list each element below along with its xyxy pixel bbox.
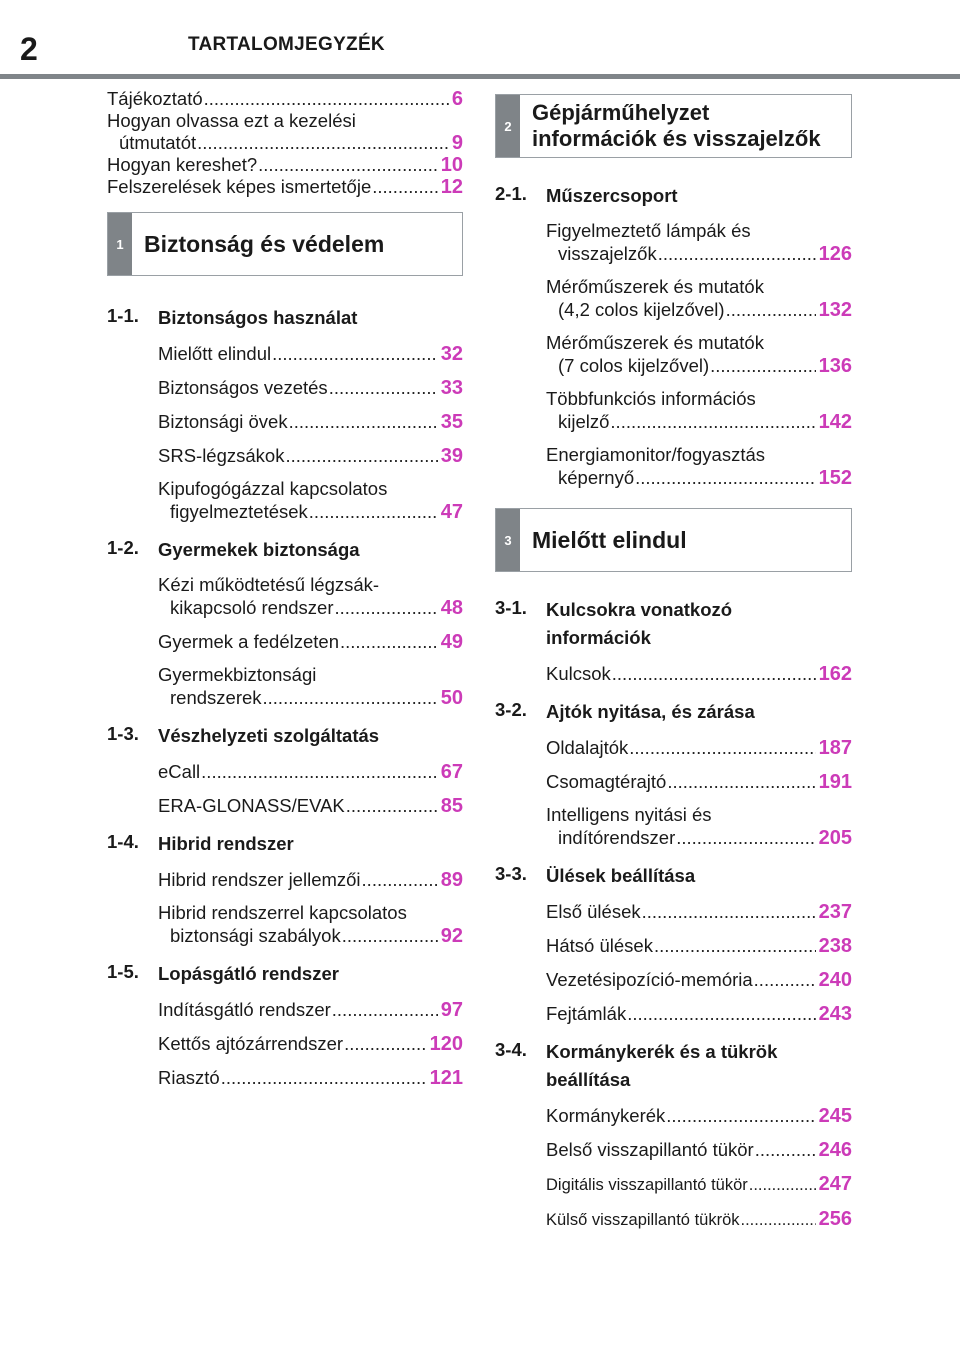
subsection-heading (495, 862, 852, 890)
toc-entry[interactable] (546, 1138, 852, 1162)
entry-title: Fejtámlák (546, 1003, 627, 1024)
entry-row (546, 410, 852, 434)
page-number-link[interactable]: 47 (440, 501, 463, 523)
page-number-link[interactable]: 49 (440, 631, 463, 653)
dot-leader (332, 998, 438, 1022)
entry-title: Külső visszapillantó tükrök (546, 1211, 740, 1229)
dot-leader (627, 1002, 815, 1026)
section-3-box[interactable] (495, 508, 852, 572)
subsection-title-line: Műszercsoport (546, 185, 678, 206)
entry-row (546, 968, 852, 992)
dot-leader (221, 1066, 427, 1090)
page-number-link[interactable]: 120 (429, 1033, 463, 1055)
page-number: 2 (20, 31, 38, 67)
subsection-title-line: Kormánykerék és a tükrök (546, 1041, 778, 1062)
entry-title-line: Hogyan olvassa ezt a kezelési (107, 110, 356, 131)
toc-entry[interactable] (546, 804, 852, 850)
subsection-heading (107, 536, 463, 564)
page-number-link[interactable]: 12 (440, 176, 463, 198)
entry-title-line: Mérőműszerek és mutatók (546, 276, 764, 297)
dot-leader (372, 176, 438, 198)
toc-entry[interactable] (546, 332, 852, 378)
dot-leader (197, 132, 449, 154)
dot-leader (710, 354, 815, 378)
page-number-link[interactable]: 152 (818, 467, 852, 489)
page-number-link[interactable]: 191 (818, 771, 852, 793)
toc-entry[interactable] (158, 574, 463, 620)
subsection-title (546, 1038, 777, 1094)
subsection-code: 1-4. (107, 831, 139, 852)
entry-title: visszajelzők (558, 243, 657, 264)
toc-left-column (107, 88, 463, 1102)
subsection-code: 3-4. (495, 1039, 527, 1060)
subsection-code: 1-3. (107, 723, 139, 744)
entry-title-line: Gyermekbiztonsági (158, 664, 317, 685)
entry-title: indítórendszer (558, 827, 676, 848)
entry-title: útmutatót (119, 132, 197, 153)
dot-leader (346, 794, 438, 818)
entry-title: eCall (158, 761, 201, 782)
page-number-link[interactable]: 132 (818, 299, 852, 321)
dot-leader (342, 924, 438, 948)
entry-title: Belső visszapillantó tükör (546, 1139, 754, 1160)
entry-title: Riasztó (158, 1067, 220, 1088)
page-number-link[interactable]: 10 (440, 154, 463, 176)
subsection-title-line: Lopásgátló rendszer (158, 963, 339, 984)
page-number-link[interactable]: 245 (818, 1105, 852, 1127)
page-number-link[interactable]: 243 (818, 1003, 852, 1025)
subsection-code: 1-5. (107, 961, 139, 982)
dot-leader (612, 662, 816, 686)
dot-leader (667, 770, 815, 794)
entry-title: Hogyan kereshet? (107, 154, 258, 175)
entry-title: Kulcsok (546, 663, 611, 684)
entry-title: SRS-légzsákok (158, 445, 285, 466)
entry-title: Csomagtérajtó (546, 771, 667, 792)
entry-title: Tájékoztató (107, 88, 203, 109)
toc-entry[interactable] (546, 220, 852, 266)
subsection-title (546, 698, 755, 726)
entry-row (158, 1032, 463, 1056)
toc-entry[interactable] (546, 934, 852, 958)
entry-title: (7 colos kijelzővel) (558, 355, 710, 376)
subsection-title-line: Hibrid rendszer (158, 833, 294, 854)
subsection-code: 1-2. (107, 537, 139, 558)
dot-leader (635, 466, 816, 490)
page-number-link[interactable]: 50 (440, 687, 463, 709)
page-number-link[interactable]: 237 (818, 901, 852, 923)
subsection-title (158, 536, 360, 564)
entry-title: rendszerek (170, 687, 262, 708)
entry-row (546, 242, 852, 266)
subsection-code: 2-1. (495, 183, 527, 204)
dot-leader (749, 1173, 816, 1197)
entry-row (107, 154, 463, 176)
entry-row (546, 934, 852, 958)
page-number-link[interactable]: 89 (440, 869, 463, 891)
section-title (520, 95, 821, 157)
section-title: Biztonság és védelem (144, 230, 385, 257)
subsection-title-line: Vészhelyzeti szolgáltatás (158, 725, 380, 746)
toc-entry[interactable] (546, 388, 852, 434)
dot-leader (726, 298, 816, 322)
dot-leader (204, 88, 449, 110)
entry-title-line: Kipufogógázzal kapcsolatos (158, 478, 388, 499)
entry-title-line: Figyelmeztető lámpák és (546, 220, 751, 241)
toc-right-column (495, 94, 852, 1244)
entry-title: Kettős ajtózárrendszer (158, 1033, 344, 1054)
dot-leader (335, 596, 438, 620)
entry-title: biztonsági szabályok (170, 925, 341, 946)
subsection-heading (495, 698, 852, 726)
toc-entry[interactable] (107, 154, 463, 176)
entry-title: Kormánykerék (546, 1105, 666, 1126)
dot-leader (285, 444, 437, 468)
subsection-title-line: beállítása (546, 1069, 631, 1090)
entry-row (158, 376, 463, 400)
page-number-link[interactable]: 48 (440, 597, 463, 619)
entry-row (158, 1066, 463, 1090)
subsection-heading (107, 830, 463, 858)
entry-row (158, 760, 463, 784)
subsection-heading (495, 596, 852, 652)
entry-row (107, 88, 463, 110)
section-title-line: Gépjárműhelyzet (532, 100, 710, 125)
toc-entry[interactable] (158, 376, 463, 400)
page-number-link[interactable]: 6 (451, 88, 463, 110)
toc-entry[interactable] (158, 868, 463, 892)
toc-entry[interactable] (546, 1172, 852, 1197)
entry-row (158, 998, 463, 1022)
entry-title: Vezetésipozíció-memória (546, 969, 753, 990)
section-title: Mielőtt elindul (532, 526, 687, 553)
subsection-title (158, 960, 339, 988)
entry-title: kijelző (558, 411, 610, 432)
section-title-line: információk és visszajelzők (532, 126, 821, 151)
header-divider (0, 74, 960, 79)
section-number: 3 (496, 509, 520, 571)
page-number-link[interactable]: 162 (818, 663, 852, 685)
page-number-link[interactable]: 240 (818, 969, 852, 991)
page-number-link[interactable]: 92 (440, 925, 463, 947)
toc-entry[interactable] (107, 176, 463, 198)
entry-title: Biztonsági övek (158, 411, 288, 432)
page-number-link[interactable]: 246 (818, 1139, 852, 1161)
dot-leader (309, 500, 438, 524)
subsection-code: 1-1. (107, 305, 139, 326)
page-title: TARTALOMJEGYZÉK (188, 34, 385, 55)
entry-row (546, 354, 852, 378)
section-2-entries (495, 182, 852, 490)
entry-title: figyelmeztetések (170, 501, 308, 522)
entry-title-line: Többfunkciós információs (546, 388, 756, 409)
entry-row (158, 444, 463, 468)
dot-leader (676, 826, 815, 850)
toc-entry[interactable] (546, 900, 852, 924)
toc-entry[interactable] (546, 770, 852, 794)
dot-leader (344, 1032, 427, 1056)
subsection-code: 3-2. (495, 699, 527, 720)
section-1-entries (107, 304, 463, 1102)
entry-row (546, 770, 852, 794)
toc-entry[interactable] (546, 276, 852, 322)
dot-leader (263, 686, 438, 710)
entry-title: Indításgátló rendszer (158, 999, 331, 1020)
entry-title: Oldalajtók (546, 737, 629, 758)
entry-title-line: Mérőműszerek és mutatók (546, 332, 764, 353)
entry-title: Mielőtt elindul (158, 343, 272, 364)
subsection-title-line: Gyermekek biztonsága (158, 539, 360, 560)
subsection-title-line: Kulcsokra vonatkozó (546, 599, 733, 620)
subsection-title (546, 862, 695, 890)
subsection-code: 3-3. (495, 863, 527, 884)
entry-title-line: Hibrid rendszerrel kapcsolatos (158, 902, 407, 923)
page-number-link[interactable]: 67 (440, 761, 463, 783)
entry-title: Hátsó ülések (546, 935, 653, 956)
toc-entry[interactable] (546, 1207, 852, 1232)
dot-leader (201, 760, 438, 784)
page-number-link[interactable]: 256 (818, 1208, 852, 1230)
page-number-link[interactable]: 35 (440, 411, 463, 433)
intro-list (107, 88, 463, 198)
page-number-link[interactable]: 85 (440, 795, 463, 817)
toc-entry[interactable] (158, 794, 463, 818)
dot-leader (654, 934, 816, 958)
section-2-box[interactable] (495, 94, 852, 158)
entry-title: kikapcsoló rendszer (170, 597, 334, 618)
dot-leader (610, 410, 815, 434)
entry-row (158, 500, 463, 524)
toc-entry[interactable] (158, 444, 463, 468)
toc-entry[interactable] (546, 1104, 852, 1128)
dot-leader (362, 868, 438, 892)
entry-row (546, 1172, 852, 1197)
dot-leader (340, 630, 438, 654)
toc-entry[interactable] (158, 1032, 463, 1056)
page-number-link[interactable]: 247 (818, 1173, 852, 1195)
entry-title-line: Intelligens nyitási és (546, 804, 712, 825)
page-number-link[interactable]: 33 (440, 377, 463, 399)
entry-title-line: Energiamonitor/fogyasztás (546, 444, 766, 465)
subsection-title (546, 182, 678, 210)
dot-leader (289, 410, 438, 434)
entry-title: Felszerelések képes ismertetője (107, 176, 372, 197)
entry-row (107, 176, 463, 198)
toc-entry[interactable] (107, 110, 463, 154)
section-number: 2 (496, 95, 520, 157)
entry-row (546, 662, 852, 686)
entry-row (546, 1207, 852, 1232)
subsection-heading (107, 960, 463, 988)
toc-entry[interactable] (158, 760, 463, 784)
section-1-box[interactable] (107, 212, 463, 276)
section-number: 1 (108, 213, 132, 275)
subsection-title-line: Ajtók nyitása, és zárása (546, 701, 755, 722)
entry-title: ERA-GLONASS/EVAK (158, 795, 345, 816)
page-number-link[interactable]: 126 (818, 243, 852, 265)
subsection-heading (107, 304, 463, 332)
page-number-link[interactable]: 205 (818, 827, 852, 849)
page-number-link[interactable]: 9 (451, 132, 463, 154)
page-number-link[interactable]: 121 (429, 1067, 463, 1089)
entry-row (546, 1104, 852, 1128)
toc-entry[interactable] (546, 1002, 852, 1026)
entry-row (546, 736, 852, 760)
toc-entry[interactable] (546, 736, 852, 760)
toc-entry[interactable] (546, 968, 852, 992)
entry-row (158, 596, 463, 620)
dot-leader (741, 1208, 816, 1232)
subsection-heading (495, 1038, 852, 1094)
toc-entry[interactable] (158, 478, 463, 524)
dot-leader (329, 376, 438, 400)
entry-row (546, 298, 852, 322)
entry-row (546, 1138, 852, 1162)
entry-row (158, 794, 463, 818)
entry-row (546, 466, 852, 490)
entry-row (546, 900, 852, 924)
entry-row (107, 132, 463, 154)
toc-entry[interactable] (107, 88, 463, 110)
dot-leader (666, 1104, 815, 1128)
toc-entry[interactable] (158, 342, 463, 366)
toc-entry[interactable] (158, 998, 463, 1022)
page-number-link[interactable]: 32 (440, 343, 463, 365)
entry-row (158, 342, 463, 366)
entry-title-line: Kézi működtetésű légzsák- (158, 574, 380, 595)
toc-entry[interactable] (158, 630, 463, 654)
dot-leader (642, 900, 816, 924)
section-3-entries (495, 596, 852, 1244)
dot-leader (258, 154, 438, 176)
dot-leader (272, 342, 438, 366)
entry-row (546, 826, 852, 850)
entry-row (158, 868, 463, 892)
entry-title: Gyermek a fedélzeten (158, 631, 339, 652)
page-number-link[interactable]: 142 (818, 411, 852, 433)
toc-entry[interactable] (158, 410, 463, 434)
page-number-link[interactable]: 97 (440, 999, 463, 1021)
subsection-title-line: információk (546, 627, 651, 648)
subsection-title-line: Biztonságos használat (158, 307, 358, 328)
entry-row (158, 924, 463, 948)
page-number-link[interactable]: 187 (818, 737, 852, 759)
page-number-link[interactable]: 39 (440, 445, 463, 467)
entry-title: Digitális visszapillantó tükör (546, 1176, 748, 1194)
entry-row (158, 630, 463, 654)
entry-row (546, 1002, 852, 1026)
toc-entry[interactable] (546, 444, 852, 490)
subsection-heading (107, 722, 463, 750)
entry-title: képernyő (558, 467, 635, 488)
entry-title: Biztonságos vezetés (158, 377, 328, 398)
entry-row (158, 686, 463, 710)
dot-leader (755, 1138, 816, 1162)
subsection-heading (495, 182, 852, 210)
toc-entry[interactable] (158, 1066, 463, 1090)
toc-entry[interactable] (546, 662, 852, 686)
subsection-title (546, 596, 732, 652)
page-number-link[interactable]: 136 (818, 355, 852, 377)
page-number-link[interactable]: 238 (818, 935, 852, 957)
toc-entry[interactable] (158, 664, 463, 710)
subsection-code: 3-1. (495, 597, 527, 618)
entry-title: (4,2 colos kijelzővel) (558, 299, 725, 320)
entry-title: Hibrid rendszer jellemzői (158, 869, 361, 890)
entry-row (158, 410, 463, 434)
dot-leader (754, 968, 816, 992)
subsection-title (158, 304, 357, 332)
subsection-title (158, 830, 294, 858)
entry-title: Első ülések (546, 901, 641, 922)
toc-entry[interactable] (158, 902, 463, 948)
dot-leader (629, 736, 815, 760)
subsection-title-line: Ülések beállítása (546, 865, 696, 886)
subsection-title (158, 722, 379, 750)
dot-leader (658, 242, 816, 266)
